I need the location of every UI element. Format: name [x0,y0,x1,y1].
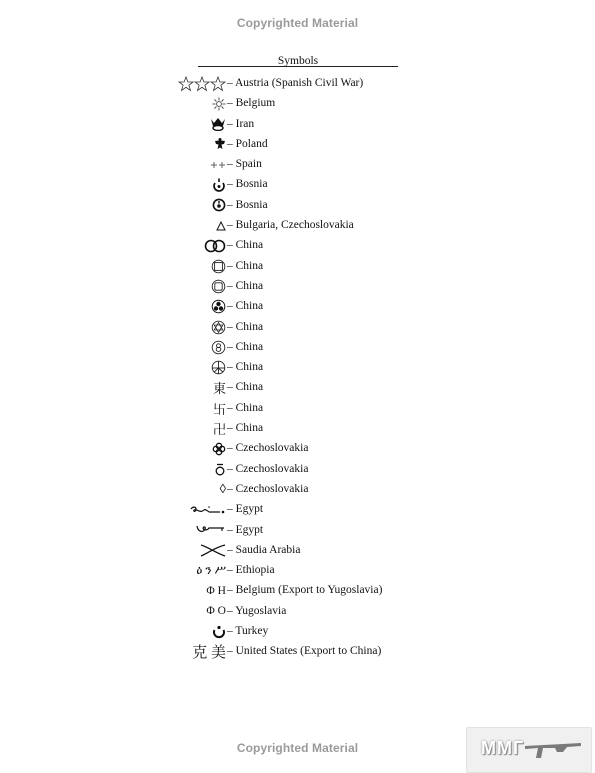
list-item [0,155,595,175]
symbol-label: – Saudia Arabia [227,543,301,556]
triangle-icon [216,217,226,234]
east-character-icon: 東 [212,381,226,397]
crescent-dot-icon [212,176,226,193]
symbol-label: – Spain [227,158,262,171]
circle-square-icon [211,258,226,275]
rifle-icon [523,734,585,764]
circle-bar-icon [214,461,226,478]
list-item [0,561,595,581]
symbol-label: – Egypt [227,523,264,536]
list-item [0,439,595,459]
symbol-label: – Yugoslavia [227,604,287,617]
list-item [0,236,595,256]
arabic-script-icon [196,522,226,539]
right-swastika-icon: 卍 [212,422,226,438]
watermark-logo [466,727,592,773]
list-item [0,581,595,601]
list-item [0,338,595,358]
list-item [0,460,595,480]
list-item [0,521,595,541]
symbol-label: – China [227,259,264,272]
symbol-label: – China [227,300,264,313]
list-item [0,541,595,561]
crossed-swords-icon [200,542,226,559]
list-item [0,622,595,642]
list-item [0,480,595,500]
list-item [0,399,595,419]
diamond-icon: ◊ [219,481,226,497]
symbol-label: – Bosnia [227,178,268,191]
chinese-characters-icon: 克 美 [192,645,226,662]
circled-numeral-icon [211,339,226,356]
list-item [0,257,595,277]
phi-h-icon: Φ H [206,584,226,597]
symbol-label: – Ethiopia [227,564,275,577]
list-item [0,196,595,216]
symbol-label: – China [227,361,264,374]
symbol-label: – China [227,422,264,435]
section-title-underline [198,66,398,67]
symbol-label: – Turkey [227,625,269,638]
crown-emblem-icon [210,116,226,133]
list-item [0,74,595,94]
symbol-label: – China [227,279,264,292]
symbol-label: – Belgium (Export to Yugoslavia) [227,584,383,597]
list-item [0,94,595,114]
symbol-label: – China [227,320,264,333]
list-item [0,500,595,520]
list-item [0,642,595,662]
list-item [0,358,595,378]
hexagram-circle-icon [211,319,226,336]
three-outline-stars-icon [178,75,226,92]
list-item [0,216,595,236]
symbol-label: – Czechoslovakia [227,462,309,475]
amharic-script-icon: ዕ ን ሥ [196,563,226,578]
watermark-text: ММГ [481,738,525,758]
symbol-label: – China [227,401,264,414]
symbol-label: – Poland [227,137,268,150]
symbol-label: – China [227,239,264,252]
symbol-label: – Iran [227,117,255,130]
circle-mark-icon [212,197,226,214]
left-swastika-icon: 卐 [212,401,226,417]
double-cross-icon [210,156,226,173]
symbol-label: – Czechoslovakia [227,482,309,495]
list-item [0,602,595,622]
symbols-list [0,74,595,663]
phi-o-icon: Φ O [206,605,226,618]
three-dots-circle-icon [211,298,226,315]
symbol-label: – China [227,340,264,353]
copyright-footer: Copyrighted Material [236,741,359,755]
sun-star-icon [212,95,226,112]
symbol-label: – Egypt [227,503,264,516]
symbol-label: – Bulgaria, Czechoslovakia [227,219,354,232]
eagle-icon [214,136,226,153]
rounded-square-icon [211,278,226,295]
symbol-label: – Austria (Spanish Civil War) [227,77,364,89]
section-title: Symbols [277,55,319,67]
double-ring-icon [204,237,226,254]
list-item [0,318,595,338]
symbol-label: – Bosnia [227,198,268,211]
list-item [0,419,595,439]
symbol-label: – Czechoslovakia [227,442,309,455]
list-item [0,277,595,297]
copyright-header: Copyrighted Material [236,16,359,30]
list-item [0,135,595,155]
list-item [0,297,595,317]
arabic-script-icon [190,501,226,518]
symbol-label: – Belgium [227,97,276,110]
list-item [0,175,595,195]
list-item [0,378,595,398]
symbol-label: – United States (Export to China) [227,645,382,658]
circle-trident-icon [211,359,226,376]
four-circle-cross-icon [212,440,226,457]
list-item [0,115,595,135]
symbol-label: – China [227,381,264,394]
crescent-dot-icon [212,623,226,640]
